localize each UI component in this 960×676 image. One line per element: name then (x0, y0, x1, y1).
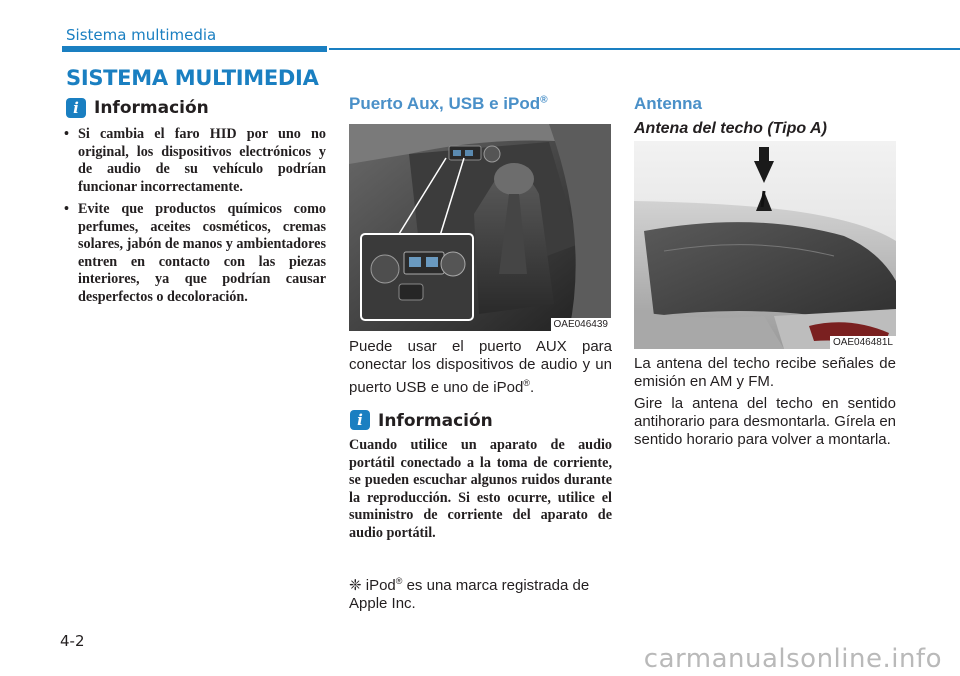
console-illustration (349, 124, 611, 331)
registered-mark: ® (540, 94, 548, 106)
watermark: carmanualsonline.info (643, 644, 942, 674)
roof-antenna-subheading: Antena del techo (Tipo A) (634, 120, 827, 137)
aux-usb-description (349, 338, 612, 397)
photo-code: OAE046439 (551, 318, 612, 331)
antenna-heading: Antenna (634, 94, 702, 113)
info-note-text: Cuando utilice un aparato de audio portátil conectado a la toma de corriente, se pueden escuchar algunos ruidos durante la reproducción. Si esto ocurre, utilice el suministro de corriente del aparato de audio portátil. (349, 437, 612, 541)
info-title: Información (94, 98, 209, 118)
registered-mark: ® (395, 576, 403, 586)
header-rule-thin (329, 48, 960, 50)
heading-text: Puerto Aux, USB e iPod (349, 94, 541, 113)
list-item (64, 126, 326, 196)
paragraph-end: . (529, 379, 535, 396)
header-rule-thick (62, 46, 327, 52)
info-bullet-list (64, 126, 326, 311)
note-text-end: es una marca registrada de Apple Inc. (349, 577, 590, 612)
section-label: Sistema multimedia (66, 26, 217, 44)
bullet-icon: • (64, 126, 69, 142)
antenna-description-1: La antena del techo recibe señales de emisión en AM y FM. (634, 355, 896, 390)
page-number: 4-2 (60, 632, 85, 650)
info-icon: i (66, 98, 86, 118)
bullet-text: Si cambia el faro HID por uno no original, los dispositivos electrónicos y de audio de su vehículo podrían funcionar incorrectamente. (78, 126, 326, 195)
antenna-description-2: Gire la antena del techo en sentido antihorario para desmontarla. Gírela en sentido horario para volver a montarla. (634, 395, 896, 448)
trademark-note (349, 572, 612, 613)
car-roof-illustration (634, 141, 896, 349)
bullet-icon: • (64, 201, 69, 217)
chapter-title: SISTEMA MULTIMEDIA (66, 66, 319, 90)
list-item (64, 201, 326, 306)
roof-antenna-photo (634, 141, 896, 349)
registered-mark: ® (523, 378, 530, 388)
bullet-text: Evite que productos químicos como perfumes, aceites cosméticos, cremas solares, jabón de manos y ambientadores entren en contacto con las piezas interiores, ya que podrían causar desperfectos o decoloración. (78, 201, 326, 305)
photo-code: OAE046481L (830, 336, 896, 349)
note-text: iPod (365, 577, 396, 594)
aux-usb-port-photo (349, 124, 611, 331)
note-symbol-icon: ❈ (349, 577, 362, 594)
info-icon: i (350, 410, 370, 430)
aux-usb-ipod-heading (349, 94, 548, 114)
info-title: Información (378, 411, 493, 431)
paragraph-text: Puede usar el puerto AUX para conectar los dispositivos de audio y un puerto USB e uno de iPod (349, 338, 612, 396)
